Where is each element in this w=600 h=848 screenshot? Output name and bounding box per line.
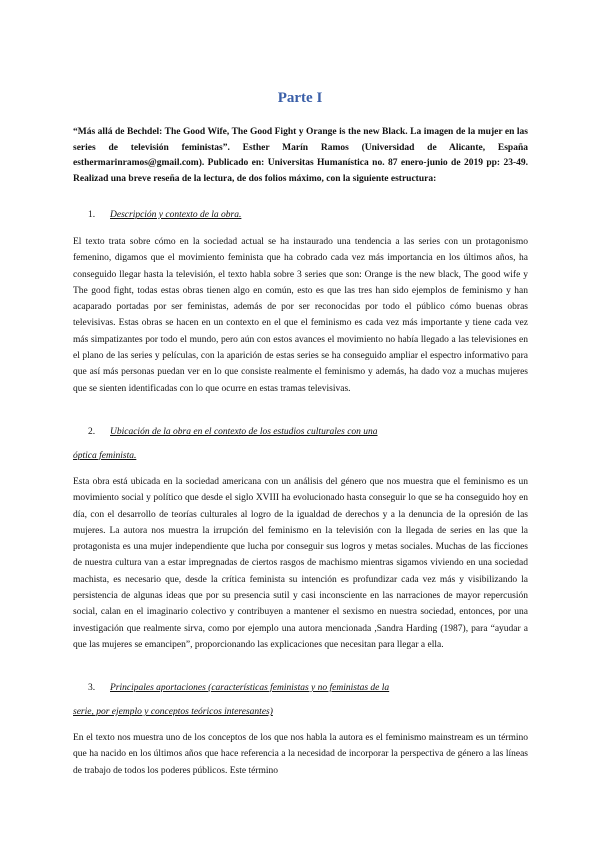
section-3-heading — [88, 680, 528, 697]
section-1-body: El texto trata sobre cómo en la sociedad actual se ha instaurado una tendencia a las series con un protagonismo femenino, digamos que el movimiento feminista que ha cobrado cada vez más importancia en los últimos años, ha conseguido llegar hasta la televisión, el texto habla sobre 3 series que son: Orange is the new black, The good wife y The good fight, todas estas obras tienen algo en común, esto es que las tres han sido ejemplos de feminismo y han acaparado portadas por ser feministas, además de por ser reconocidas por todo el público cómo buenas obras televisivas. Estas obras se hacen en un contexto en el que el feminismo es cada vez más importante y tiene cada vez más simpatizantes por todo el mundo, pero aún con estos avances el movimiento no había llegado a las televisiones en el plano de las series y películas, con la aparición de estas series se ha conseguido ampliar el espectro informativo para que así más personas puedan ver en lo que consiste realmente el feminismo y además, ha dado voz a muchas mujeres que se sienten identificadas con lo que ocurre en estas tramas televisivas. — [73, 237, 528, 394]
section-number: 3. — [88, 683, 96, 693]
section-2-body: Esta obra está ubicada en la sociedad americana con un análisis del género que nos muestra que el feminismo es un movimiento social y político que desde el siglo XVIII ha evolucionado hasta conseguir lo que se ha conseguido hoy en día, con el desarrollo de teorías culturales al logro de la igualdad de derechos y a la denuncia de la opresión de las mujeres. La autora nos muestra la irrupción del feminismo en la televisión con la llegada de series en las que la protagonista es una mujer independiente que lucha por conseguir sus logros y metas sociales. Muchas de las ficciones de nuestra cultura van a estar impregnadas de ciertos rasgos de machismo mientras sigamos viviendo en una sociedad machista, es necesario que, desde la crítica feminista su intención es profundizar cada vez más y visibilizando la persistencia de algunas ideas que por su presencia sutil y casi inconsciente en las narraciones de mayor repercusión social, calan en el imaginario colectivo y contribuyen a mantener el sexismo en nuestra sociedad, entonces, por una investigación que realmente sirva, como por ejemplo una autora mencionada ,Sandra Harding (1987), para “ayudar a que las mujeres se emancipen”, proporcionando las explicaciones que necesitan para llegar a ella. — [73, 477, 528, 650]
section-heading-text: Principales aportaciones (características feministas y no feministas de la — [110, 683, 390, 693]
section-2-heading — [88, 424, 528, 441]
page-title: Parte I — [277, 90, 323, 106]
section-heading-text: Ubicación de la obra en el contexto de los estudios culturales con una — [110, 427, 378, 437]
section-1-heading — [88, 207, 528, 224]
section-3-heading-continuation: serie, por ejemplo y conceptos teóricos interesantes) — [73, 707, 273, 717]
section-2-heading-continuation: óptica feminista. — [73, 451, 137, 461]
section-heading-text: Descripción y contexto de la obra. — [110, 210, 242, 220]
section-3-body: En el texto nos muestra uno de los conceptos de los que nos habla la autora es el feminismo mainstream es un término que ha nacido en los últimos años que hace referencia a la necesidad de incorporar la perspectiva de género a las líneas de trabajo de todos los poderes públicos. Este término — [73, 733, 528, 776]
section-number: 1. — [88, 210, 96, 220]
section-number: 2. — [88, 427, 96, 437]
assignment-intro: “Más allá de Bechdel: The Good Wife, The Good Fight y Orange is the new Black. La imagen de la mujer en las series de televisión feministas”. Esther Marín Ramos (Universidad de Alicante, España esthermarinramos@gmail.com). Publicado en: Universitas Humanística no. 87 enero-junio de 2019 pp: 23-49. Realizad una breve reseña de la lectura, de dos folios máximo, con la siguiente estructura: — [73, 127, 528, 184]
